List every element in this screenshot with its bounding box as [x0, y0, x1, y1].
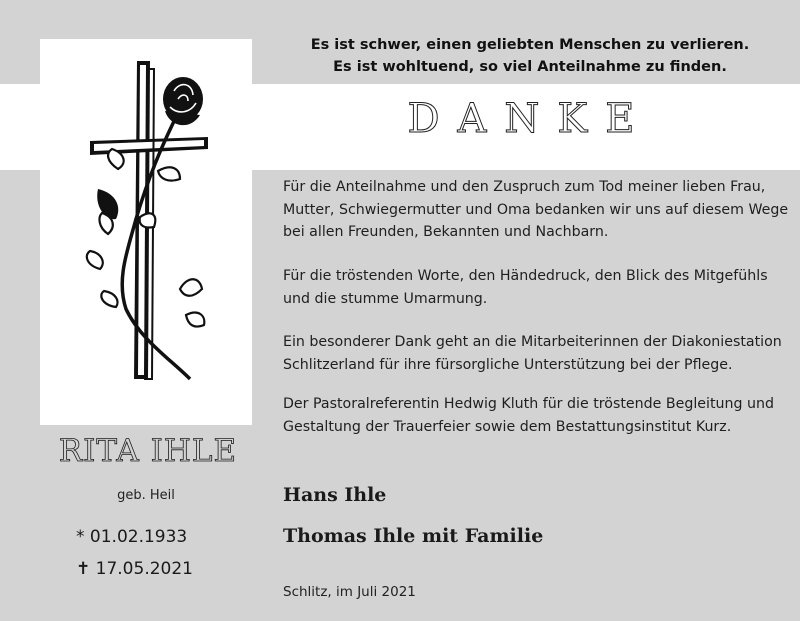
heading-text: DANKE [407, 96, 653, 142]
quote-line-1: Es ist schwer, einen geliebten Menschen zu verlieren. [310, 37, 750, 53]
paragraph-3: Ein besonderer Dank geht an die Mitarbeiterinnen der Diakoniestation Schlitzerland für ihre fürsorgliche Unterstützung bei der Pflege. [283, 334, 782, 373]
death-date: ✝ 17.05.2021 [76, 559, 193, 579]
deceased-name-text: RITA IHLE [58, 433, 238, 469]
maiden-name: geb. Heil [117, 488, 175, 503]
deceased-name [33, 433, 263, 469]
paragraph-1: Für die Anteilnahme und den Zuspruch zum Tod meiner lieben Frau, Mutter, Schwiegermutter und Oma bedanken wir uns auf diesem Wege bei allen Freunden, Bekannten und Nachbarn. [283, 179, 789, 240]
signer-2: Thomas Ihle mit Familie [283, 525, 544, 547]
paragraph-2: Für die tröstenden Worte, den Händedruck, den Blick des Mitgefühls und die stumme Umarmung. [283, 268, 768, 307]
paragraph-4: Der Pastoralreferentin Hedwig Kluth für die tröstende Begleitung und Gestaltung der Trauerfeier sowie dem Bestattungsinstitut Kurz. [283, 396, 775, 435]
quote-line-2: Es ist wohltuend, so viel Anteilnahme zu finden. [333, 59, 727, 75]
cross-rose-image [40, 39, 252, 425]
place-date: Schlitz, im Juli 2021 [283, 584, 416, 600]
birth-date: * 01.02.1933 [76, 527, 188, 547]
signer-1: Hans Ihle [283, 484, 387, 506]
quote [270, 34, 790, 78]
cross-with-rose-icon [40, 39, 252, 425]
heading-danke [270, 96, 790, 142]
